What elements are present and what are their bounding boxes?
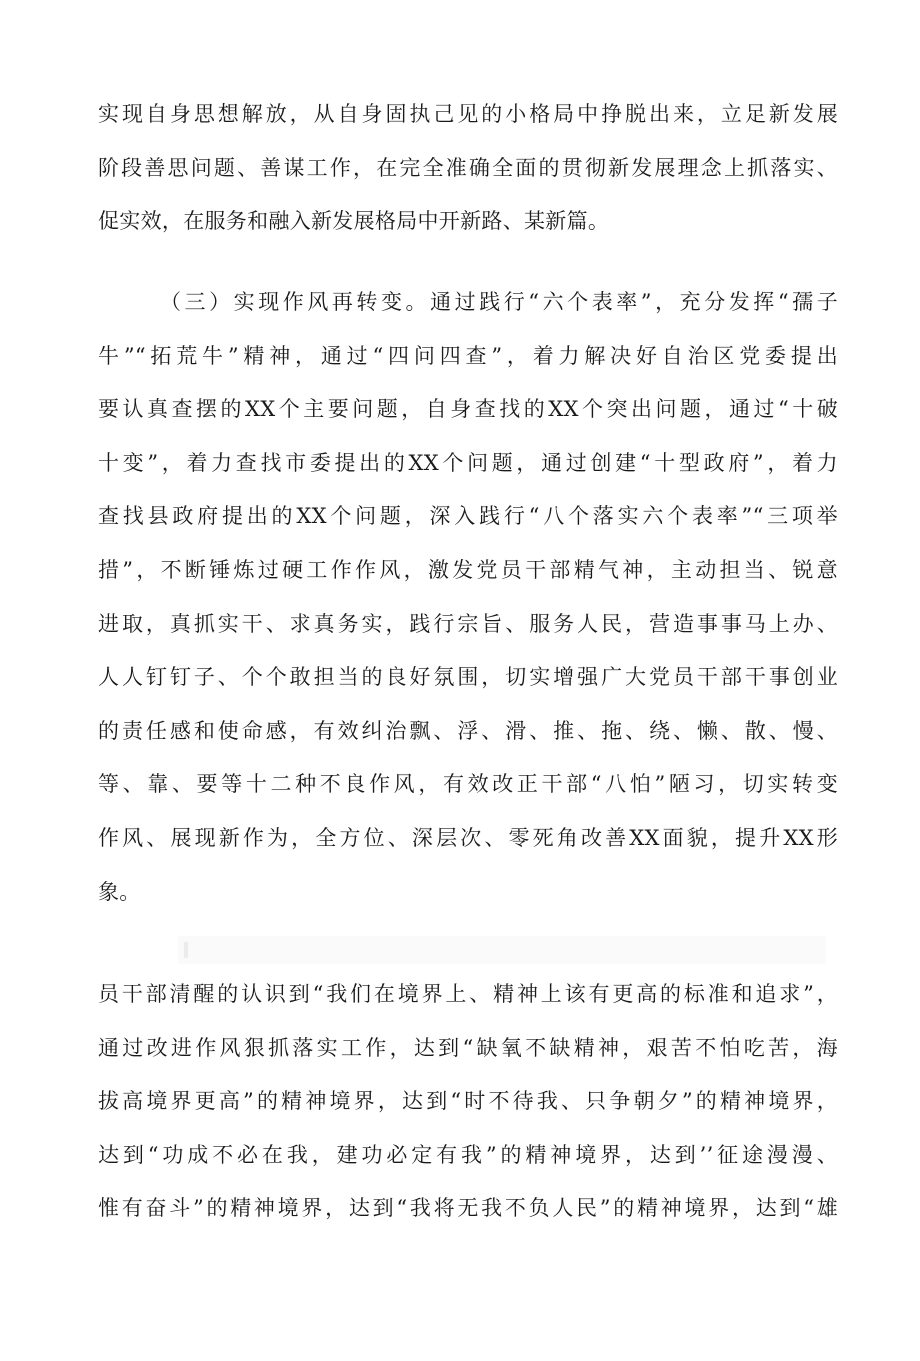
- text-line: 作风、展现新作为，全方位、深层次、零死角改善XX面貌，提升XX形: [98, 825, 838, 850]
- text-line: 员干部清醒的认识到“我们在境界上、精神上该有更高的标准和追求”，: [98, 982, 838, 1006]
- faint-heading-strip: [178, 936, 826, 964]
- text-line: 的责任感和使命感，有效纠治飘、浮、滑、推、拖、绕、懒、散、慢、: [98, 718, 838, 743]
- text-line: 牛”“拓荒牛”精神，通过“四问四查”，着力解决好自治区党委提出: [98, 343, 838, 368]
- text-line: 惟有奋斗”的精神境界，达到“我将无我不负人民”的精神境界，达到“雄: [98, 1196, 838, 1221]
- text-line: 等、靠、要等十二种不良作风，有效改正干部“八怕”陋习，切实转变: [98, 772, 838, 797]
- text-line: 进取，真抓实干、求真务实，践行宗旨、服务人民，营造事事马上办、: [98, 611, 838, 636]
- text-line: 措”，不断锤炼过硬工作作风，激发党员干部精气神，主动担当、锐意: [98, 557, 838, 582]
- paragraph-section-three: [98, 276, 838, 919]
- text-line: 达到“功成不必在我，建功必定有我”的精神境界，达到’’征途漫漫、: [98, 1142, 838, 1167]
- text-line: 人人钉钉子、个个敢担当的良好氛围，切实增强广大党员干部干事创业: [98, 665, 838, 690]
- text-line: 查找县政府提出的XX个问题，深入践行“八个落实六个表率”“三项举: [98, 504, 838, 529]
- paragraph-spirit-realm: [98, 968, 838, 1236]
- text-line: 拔高境界更高”的精神境界，达到“时不待我、只争朝夕”的精神境界，: [98, 1089, 838, 1114]
- text-line: 促实效，在服务和融入新发展格局中开新路、某新篇。: [98, 209, 610, 234]
- text-line: 通过改进作风狠抓落实工作，达到“缺氧不缺精神，艰苦不怕吃苦，海: [98, 1035, 838, 1060]
- faint-mark: [184, 942, 188, 958]
- text-line: 象。: [98, 879, 141, 904]
- paragraph-continuation: [98, 88, 838, 249]
- text-line: 阶段善思问题、善谋工作，在完全准确全面的贯彻新发展理念上抓落实、: [98, 155, 838, 180]
- text-line: 十变”，着力查找市委提出的XX个问题，通过创建“十型政府”，着力: [98, 450, 838, 475]
- text-line: 要认真查摆的XX个主要问题，自身查找的XX个突出问题，通过“十破: [98, 397, 838, 422]
- text-line: （三）实现作风再转变。通过践行“六个表率”，充分发挥“孺子: [160, 290, 838, 314]
- text-line: 实现自身思想解放，从自身固执己见的小格局中挣脱出来，立足新发展: [98, 102, 838, 126]
